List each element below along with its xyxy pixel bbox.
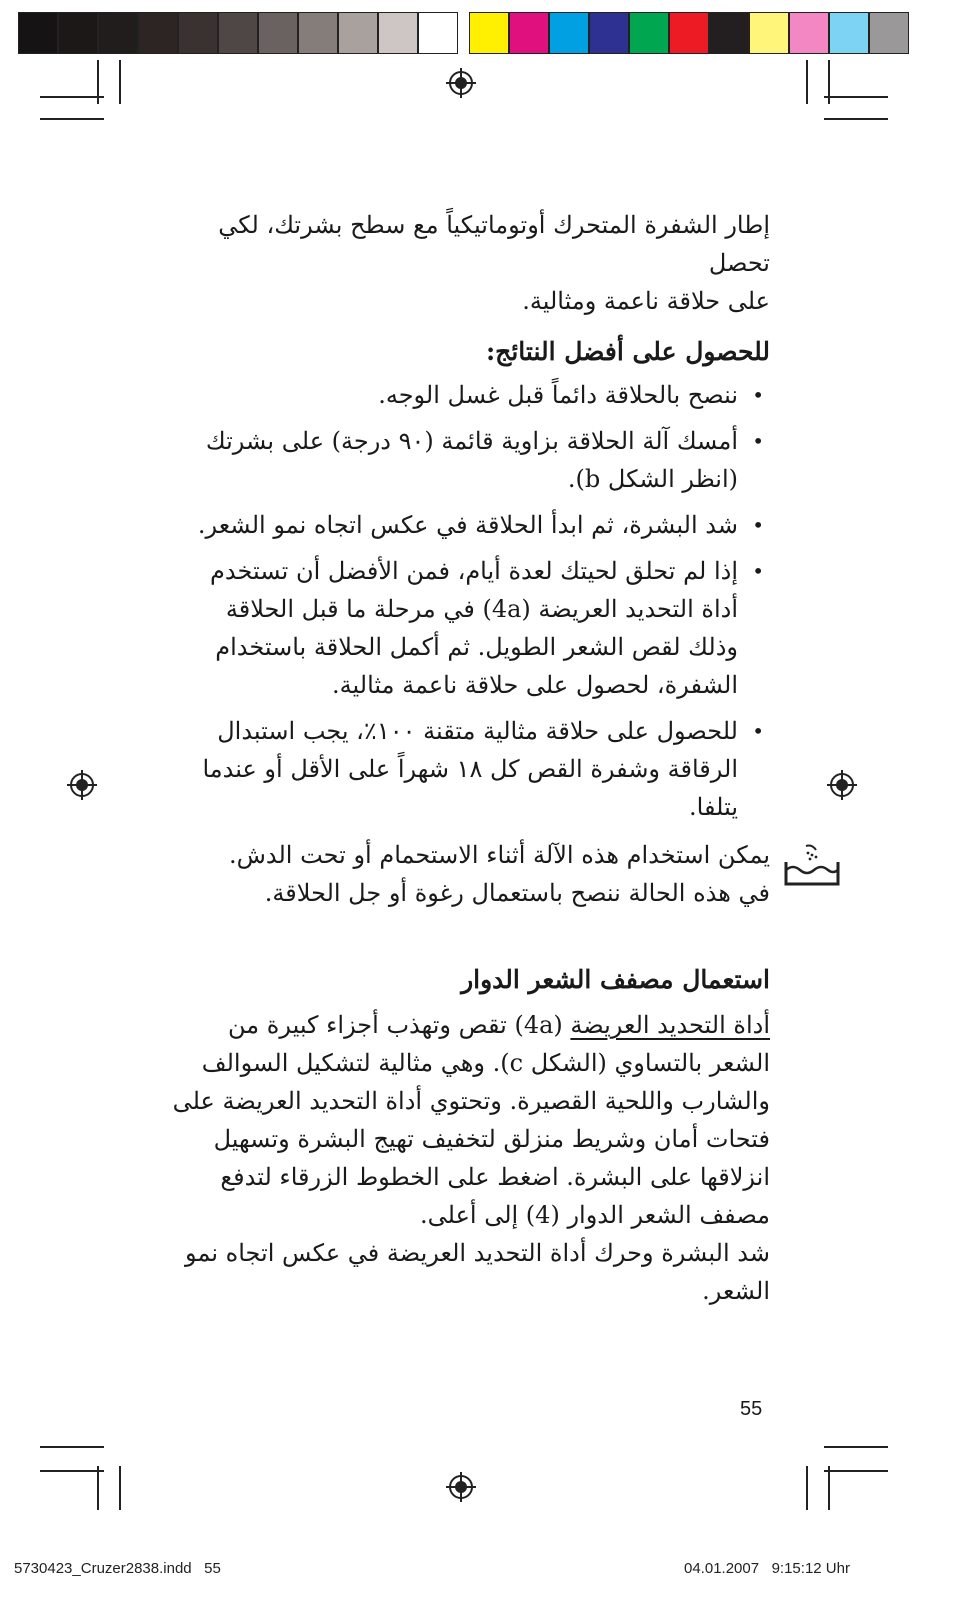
color-swatch [469,12,509,54]
shower-note-line-2: في هذه الحالة ننصح باستعمال رغوة أو جل الحلاقة. [264,879,770,907]
color-calibration-bar [469,12,909,54]
shower-bath-icon [782,842,842,888]
trimmer-paragraph-2: شد البشرة وحرك أداة التحديد العريضة في عكس اتجاه نمو الشعر. [185,1239,770,1305]
shower-note [170,836,770,912]
color-swatch [549,12,589,54]
color-swatch [18,12,58,54]
bullet-icon: • [752,559,764,583]
color-swatch [138,12,178,54]
intro-paragraph [170,206,770,320]
best-results-heading: للحصول على أفضل النتائج: [485,337,770,366]
color-swatch [298,12,338,54]
list-item: • للحصول على حلاقة مثالية متقنة ١٠٠٪، يجب استبدال الرقاقة وشفرة القص كل ١٨ شهراً على الأقل أو عندما يتلفا. [170,712,770,826]
color-swatch [749,12,789,54]
list-item: • أمسك آلة الحلاقة بزاوية قائمة (٩٠ درجة) على بشرتك (انظر الشكل b). [170,422,770,498]
color-swatch [589,12,629,54]
page-number: 55 [740,1398,763,1420]
best-results-list [170,376,770,826]
crop-mark [828,1466,830,1510]
crop-mark [824,118,888,120]
color-swatch [709,12,749,54]
date-slug: 04.01.2007 9:15:12 Uhr [684,1560,850,1577]
crop-mark [824,96,888,98]
color-swatch [178,12,218,54]
best-results-section [170,332,770,834]
color-swatch [418,12,458,54]
color-swatch [509,12,549,54]
grayscale-calibration-bar [18,12,458,54]
color-swatch [669,12,709,54]
crop-mark [828,60,830,104]
color-swatch [338,12,378,54]
trimmer-tool-name: أداة التحديد العريضة [570,1011,770,1039]
list-item: • ننصح بالحلاقة دائماً قبل غسل الوجه. [170,376,770,414]
registration-mark [446,68,476,98]
trimmer-section [170,960,770,1310]
intro-line-1: إطار الشفرة المتحرك أوتوماتيكياً مع سطح بشرتك، لكي تحصل [218,211,770,277]
crop-mark [824,1446,888,1448]
crop-mark [40,1470,104,1472]
color-swatch [829,12,869,54]
trimmer-heading: استعمال مصفف الشعر الدوار [461,965,770,994]
color-swatch [869,12,909,54]
crop-mark [806,1466,808,1510]
crop-mark [40,118,104,120]
shower-note-line-1: يمكن استخدام هذه الآلة أثناء الاستحمام أو تحت الدش. [228,841,770,869]
crop-mark [40,1446,104,1448]
bullet-icon: • [752,719,764,743]
registration-mark [827,770,857,800]
color-swatch [218,12,258,54]
color-swatch [58,12,98,54]
color-swatch [789,12,829,54]
color-swatch [378,12,418,54]
file-slug: 5730423_Cruzer2838.indd 55 [14,1560,221,1577]
trimmer-paragraph-1: أداة التحديد العريضة (4a) تقص وتهذب أجزاء كبيرة من الشعر بالتساوي (الشكل c). وهي مثالية لتشكيل السوالف والشارب واللحية القصيرة. وتحتوي أداة التحديد العريضة على فتحات أمان وشريط منزلق لتخفيف تهيج البشرة وتسهيل انزلاقها على البشرة. اضغط على الخطوط الزرقاء لتدفع مصفف الشعر الدوار (4) إلى أعلى. [172,1011,770,1229]
crop-mark [40,96,104,98]
bullet-icon: • [752,429,764,453]
registration-mark [446,1472,476,1502]
crop-mark [119,1466,121,1510]
registration-mark [67,770,97,800]
bullet-icon: • [752,383,764,407]
crop-mark [824,1470,888,1472]
crop-mark [119,60,121,104]
intro-line-2: على حلاقة ناعمة ومثالية. [522,287,770,315]
list-item: • شد البشرة، ثم ابدأ الحلاقة في عكس اتجاه نمو الشعر. [170,506,770,544]
crop-mark [97,60,99,104]
bullet-icon: • [752,513,764,537]
color-swatch [258,12,298,54]
crop-mark [97,1466,99,1510]
list-item: • إذا لم تحلق لحيتك لعدة أيام، فمن الأفضل أن تستخدم أداة التحديد العريضة (4a) في مرحلة ما قبل الحلاقة وذلك لقص الشعر الطويل. ثم أكمل الحلاقة باستخدام الشفرة، لحصول على حلاقة ناعمة مثالية. [170,552,770,704]
color-swatch [98,12,138,54]
crop-mark [806,60,808,104]
color-swatch [629,12,669,54]
